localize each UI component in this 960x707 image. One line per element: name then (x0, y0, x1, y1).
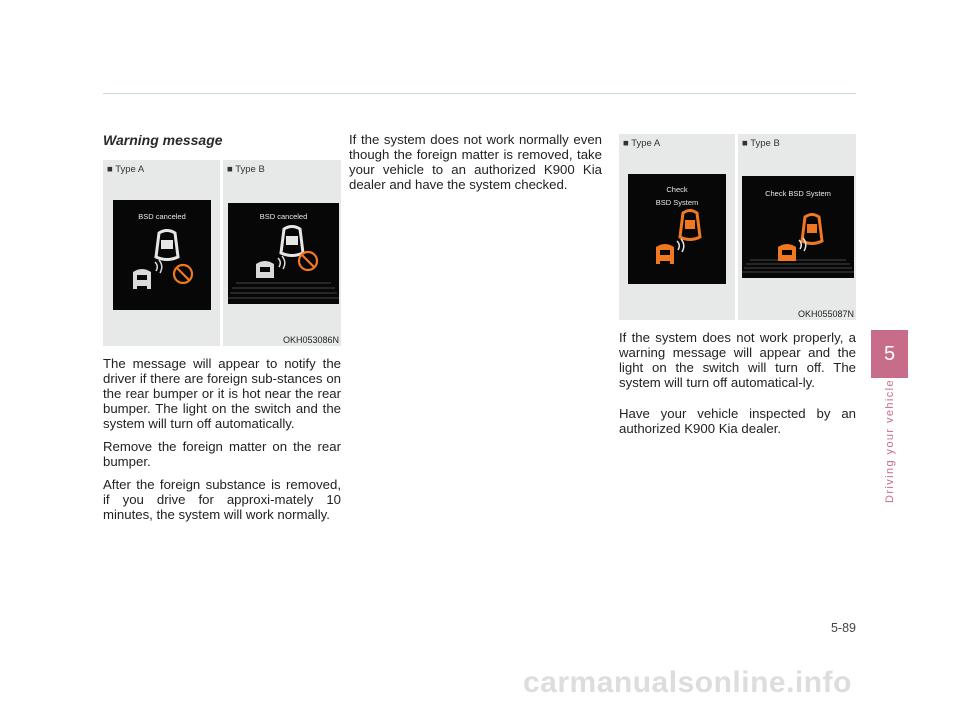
type-a-label: ■ Type A (107, 164, 145, 175)
paragraph: The message will appear to notify the driver if there are foreign sub-stances on the rear bumper or it is hot near the rear bumper. The light on the switch and the system will turn off automatically. (103, 356, 341, 431)
column-left (103, 132, 341, 530)
figure-bsd-canceled (103, 160, 341, 346)
paragraph: After the foreign substance is removed, if you drive for approxi-mately 10 minutes, the system will work normally. (103, 477, 341, 522)
sensor-wave-icon (278, 256, 285, 269)
rear-car-icon (656, 244, 674, 264)
sensor-wave-icon (677, 239, 684, 252)
road-lines-icon (228, 283, 339, 298)
rear-car-icon (256, 261, 274, 278)
chapter-title-vertical (881, 376, 899, 506)
type-b-label: ■ Type B (742, 138, 780, 149)
column-middle (349, 132, 602, 200)
figure-panel-type-a (103, 160, 220, 346)
cluster-screen-type-a (628, 174, 726, 284)
section-heading: Warning message (103, 132, 223, 148)
chapter-title: Driving your vehicle (884, 379, 896, 503)
screen-message-line1: Check (666, 185, 688, 194)
type-b-label: ■ Type B (227, 164, 265, 175)
figure-panel-type-b (738, 134, 856, 320)
cluster-screen-type-a (113, 200, 211, 310)
prohibited-icon (174, 265, 192, 283)
figure-panel-type-b (223, 160, 341, 346)
paragraph: Have your vehicle inspected by an authorized K900 Kia dealer. (619, 406, 856, 436)
column-right (619, 134, 856, 452)
host-car-icon (156, 231, 178, 260)
bsd-warning-graphic (742, 176, 854, 278)
rear-car-icon (133, 269, 151, 289)
sensor-wave-icon (155, 260, 162, 273)
header-rule (103, 93, 856, 94)
chapter-tab[interactable]: 5 (871, 330, 908, 378)
screen-message: BSD canceled (138, 212, 186, 221)
figure-code: OKH053086N (282, 335, 339, 345)
screen-message-line2: BSD System (655, 198, 699, 207)
paragraph: If the system does not work properly, a warning message will appear and the light on the switch will turn off. The system will turn off automatical-ly. (619, 330, 856, 390)
watermark: carmanualsonline.info (523, 666, 852, 699)
prohibited-icon (299, 252, 317, 270)
road-lines-icon (742, 260, 854, 272)
bsd-warning-graphic (113, 200, 211, 310)
screen-message: Check BSD System (765, 189, 831, 198)
host-car-icon (802, 215, 822, 244)
figure-check-bsd-system (619, 134, 856, 320)
type-a-label: ■ Type A (623, 138, 661, 149)
cluster-screen-type-b (742, 176, 854, 278)
figure-code: OKH055087N (797, 309, 854, 319)
bsd-warning-graphic (228, 203, 339, 304)
rear-car-icon (778, 244, 796, 261)
screen-message: BSD canceled (259, 212, 308, 221)
page-number: 5-89 (830, 621, 856, 635)
host-car-icon (281, 227, 303, 256)
host-car-icon (680, 211, 700, 240)
paragraph: Remove the foreign matter on the rear bumper. (103, 439, 341, 469)
bsd-warning-graphic (628, 174, 726, 284)
figure-panel-type-a (619, 134, 735, 320)
cluster-screen-type-b (228, 203, 339, 304)
paragraph: If the system does not work normally even though the foreign matter is removed, take your vehicle to an authorized K900 Kia dealer and have the system checked. (349, 132, 602, 192)
